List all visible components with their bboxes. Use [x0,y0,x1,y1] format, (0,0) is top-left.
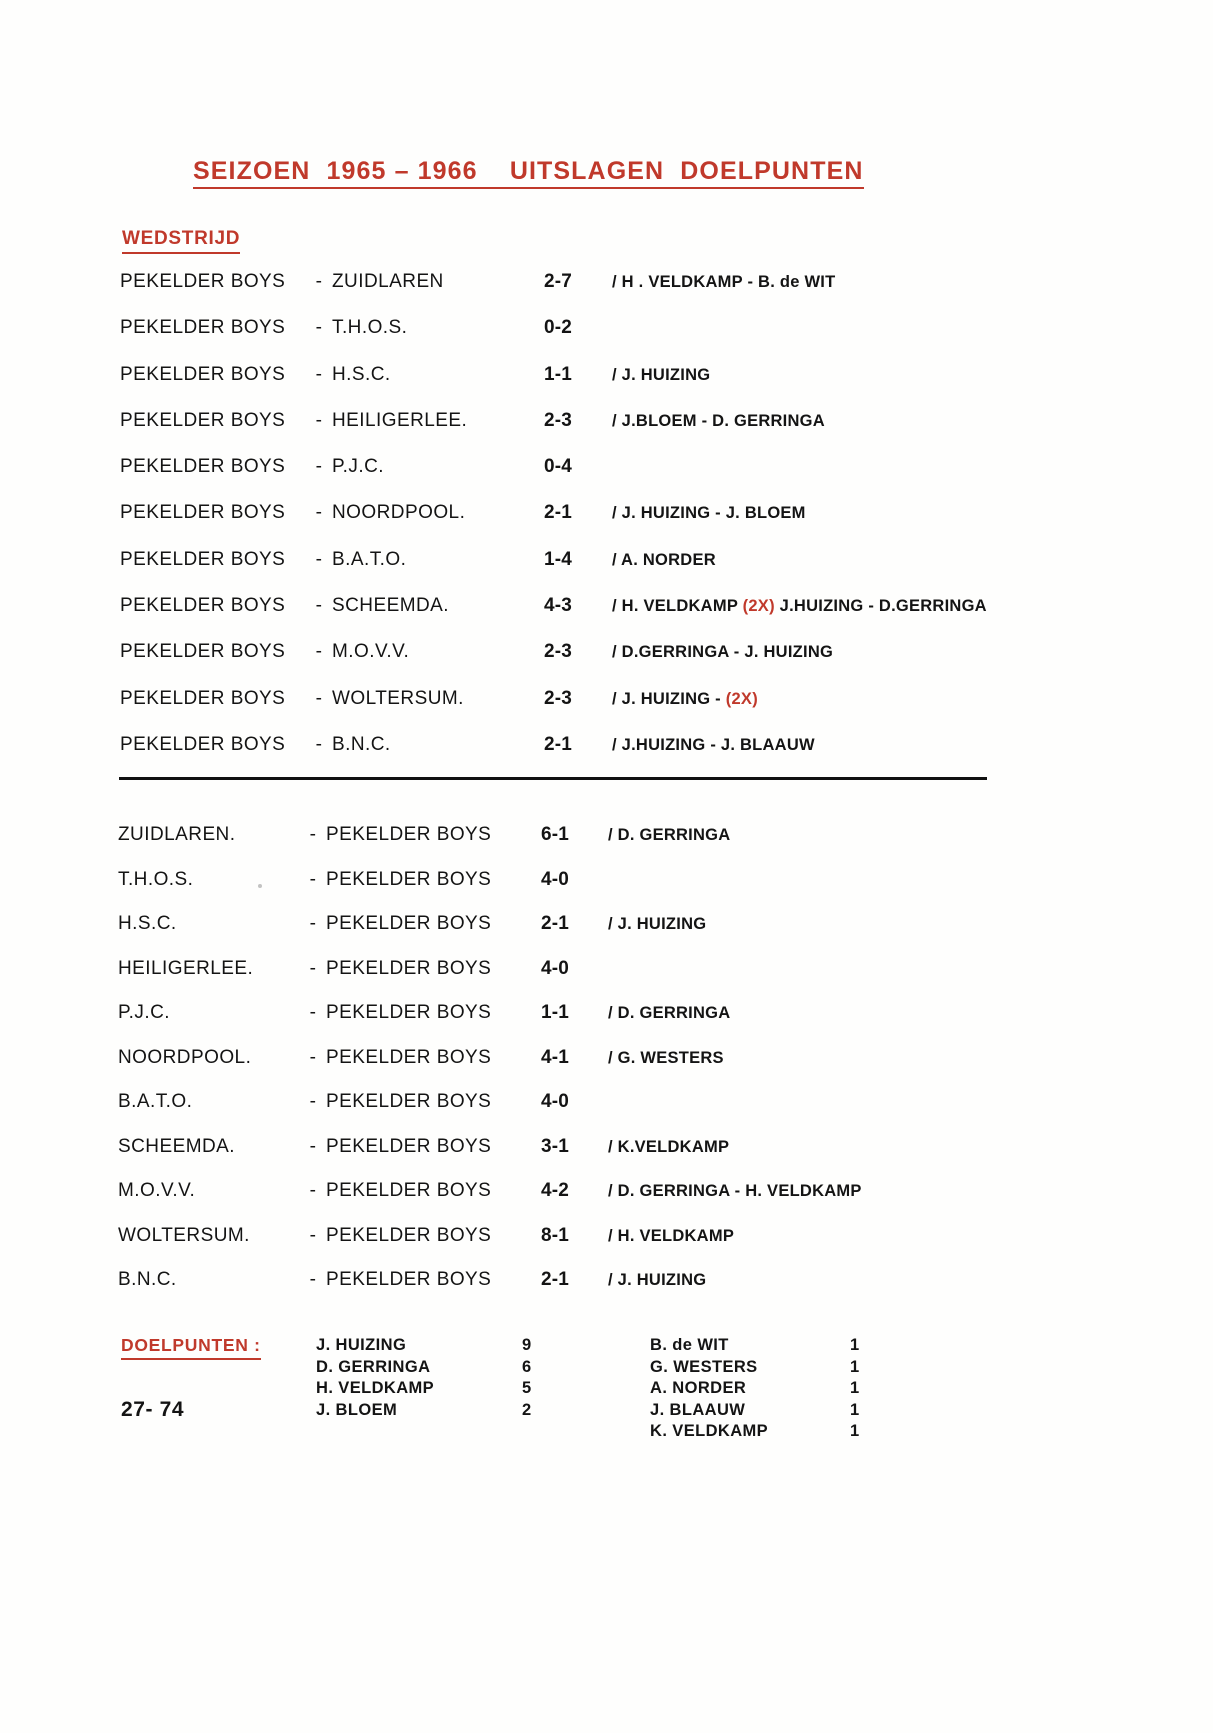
match-score: 6-1 [541,824,570,845]
scorers-text: / J. HUIZING [608,915,707,933]
goals-totals: 27- 74 [121,1398,185,1421]
scorer-goal-count: 1 [850,1336,860,1354]
scorers-text: / A. NORDER [612,550,716,569]
scorers-left-body [316,1336,582,1422]
scorer-goal-count: 9 [522,1336,532,1354]
scorer-name: J. BLOEM [316,1400,398,1419]
scorer-goal-count: 1 [850,1400,860,1419]
match-scorers [608,1002,862,1047]
match-home-team: P.J.C. [118,1002,170,1023]
home-matches-body [120,271,987,780]
match-home-team: M.O.V.V. [118,1180,196,1201]
scorer-goal-count: 6 [522,1357,532,1376]
scorers-text-continued: J.HUIZING - D.GERRINGA [774,597,987,616]
scorers-text: / K.VELDKAMP [608,1137,730,1156]
match-scorers [608,824,862,869]
scorers-text: / J. HUIZING - J. BLOEM [612,504,806,523]
table-row [120,410,987,456]
match-home-team: PEKELDER BOYS [120,502,286,524]
match-separator-dash: - [315,317,323,339]
match-score: 2-1 [544,733,573,755]
match-scorers [612,502,987,548]
table-row [120,317,987,363]
match-separator-dash: - [309,1002,317,1023]
match-scorers [612,549,987,595]
scorer-name: D. GERRINGA [316,1357,431,1376]
match-separator-dash: - [309,1046,317,1068]
match-score: 2-7 [544,271,573,292]
section-heading-doelpunten: DOELPUNTEN : [121,1335,261,1360]
match-scorers [612,688,987,734]
match-scorers [608,1269,862,1314]
scorers-table-right [650,1336,910,1444]
match-score: 2-1 [541,913,570,934]
match-score: 2-3 [544,687,573,709]
match-score: 0-2 [544,317,573,339]
scorer-name: J. HUIZING [316,1336,407,1354]
match-away-team: H.S.C. [332,363,391,385]
match-scorers [612,410,987,456]
match-scorers [608,1225,862,1270]
match-home-team: PEKELDER BOYS [120,687,286,709]
match-separator-dash: - [315,733,323,755]
match-home-team: T.H.O.S. [118,868,194,890]
match-separator-dash: - [315,687,323,709]
match-separator-dash: - [315,502,323,524]
match-separator-dash: - [315,641,323,663]
scorer-name: H. VELDKAMP [316,1379,435,1397]
table-row [118,1091,862,1136]
match-score: 1-1 [544,363,573,385]
match-scorers [608,913,862,958]
scorers-text: / G. WESTERS [608,1048,724,1067]
match-separator-dash: - [309,913,317,934]
table-row [120,595,987,641]
match-scorers [608,1136,862,1181]
scorer-goal-count: 1 [850,1422,860,1440]
match-score: 2-3 [544,409,573,431]
section-heading-wedstrijd: WEDSTRIJD [122,228,240,254]
match-away-team: PEKELDER BOYS [326,913,492,934]
scorers-text: / D. GERRINGA [608,826,731,844]
table-row [118,824,862,869]
scorer-goal-count: 1 [850,1379,860,1397]
match-away-team: PEKELDER BOYS [326,1224,492,1246]
match-away-team: T.H.O.S. [332,317,408,339]
match-score: 3-1 [541,1135,570,1157]
table-row [120,456,987,502]
match-home-team: PEKELDER BOYS [120,409,286,431]
list-item [316,1358,582,1380]
scorer-goal-count: 1 [850,1357,860,1376]
match-home-team: ZUIDLAREN. [118,824,236,845]
match-away-team: PEKELDER BOYS [326,868,492,890]
match-separator-dash: - [309,1180,317,1201]
scorer-goal-count: 2 [522,1400,532,1419]
match-home-team: B.N.C. [118,1269,177,1290]
match-separator-dash: - [309,957,317,979]
list-item [650,1422,910,1444]
match-away-team: HEILIGERLEE. [332,409,468,431]
match-home-team: SCHEEMDA. [118,1135,236,1157]
match-away-team: PEKELDER BOYS [326,1091,492,1112]
table-row [118,1269,862,1314]
scorer-name: K. VELDKAMP [650,1422,769,1440]
table-row [120,549,987,595]
match-home-team: PEKELDER BOYS [120,733,286,755]
match-away-team: PEKELDER BOYS [326,957,492,979]
match-away-team: NOORDPOOL. [332,502,466,524]
match-scorers [608,869,862,914]
match-scorers [612,734,987,780]
match-scorers [608,1047,862,1092]
scorer-name: G. WESTERS [650,1357,758,1376]
match-away-team: B.A.T.O. [332,548,407,570]
table-row [118,1180,862,1225]
match-home-team: H.S.C. [118,913,177,934]
scorers-right-body [650,1336,910,1444]
match-away-team: ZUIDLAREN [332,271,444,292]
match-separator-dash: - [309,1269,317,1290]
table-row [118,1136,862,1181]
match-home-team: HEILIGERLEE. [118,957,254,979]
match-separator-dash: - [315,271,323,292]
match-separator-dash: - [315,595,323,617]
match-separator-dash: - [309,1224,317,1246]
scorer-name: J. BLAAUW [650,1400,746,1419]
match-home-team: PEKELDER BOYS [120,363,286,385]
table-row [118,869,862,914]
table-row [120,734,987,780]
away-matches-body [118,824,862,1314]
scorers-text: / J.HUIZING - J. BLAAUW [612,735,815,754]
scorers-multiplier-badge: (2X) [725,689,758,708]
match-away-team: PEKELDER BOYS [326,1046,492,1068]
match-separator-dash: - [315,363,323,385]
list-item [650,1379,910,1401]
match-away-team: SCHEEMDA. [332,595,450,617]
match-separator-dash: - [309,1135,317,1157]
match-score: 1-1 [541,1002,570,1023]
list-item [650,1358,910,1380]
list-item [316,1379,582,1401]
list-item [650,1336,910,1358]
scorers-text: / D. GERRINGA - H. VELDKAMP [608,1182,862,1200]
scorers-text: / H. VELDKAMP [612,597,743,616]
scorers-text: / J. HUIZING [612,365,711,384]
scorers-text: / H. VELDKAMP [608,1226,735,1245]
scorers-text: / D. GERRINGA [608,1004,731,1022]
match-scorers [612,317,987,363]
match-away-team: M.O.V.V. [332,641,410,663]
scan-artifact-dot [258,884,262,888]
table-row [120,364,987,410]
home-matches-table [120,271,987,780]
match-scorers [612,595,987,641]
match-scorers [612,456,987,502]
match-home-team: PEKELDER BOYS [120,317,286,339]
table-row [120,688,987,734]
match-away-team: PEKELDER BOYS [326,824,492,845]
scorers-text: / J. HUIZING [608,1271,707,1289]
match-score: 4-0 [541,957,570,979]
table-row [118,958,862,1003]
match-score: 0-4 [544,456,573,478]
match-separator-dash: - [315,409,323,431]
match-home-team: PEKELDER BOYS [120,456,286,478]
match-away-team: PEKELDER BOYS [326,1180,492,1201]
match-score: 2-1 [541,1269,570,1290]
match-away-team: B.N.C. [332,733,391,755]
match-score: 4-3 [544,595,573,617]
match-scorers [608,1180,862,1225]
match-separator-dash: - [315,548,323,570]
list-item [316,1336,582,1358]
match-away-team: PEKELDER BOYS [326,1269,492,1290]
table-row [118,913,862,958]
scorers-text: / H . VELDKAMP - B. de WIT [612,273,836,291]
table-row [120,502,987,548]
match-score: 4-1 [541,1046,570,1068]
list-item [650,1401,910,1423]
scorers-text: / D.GERRINGA - J. HUIZING [612,643,834,662]
match-home-team: PEKELDER BOYS [120,595,286,617]
match-separator-dash: - [309,824,317,845]
match-scorers [608,958,862,1003]
match-away-team: PEKELDER BOYS [326,1002,492,1023]
match-score: 1-4 [544,548,573,570]
section-divider [119,777,987,780]
match-separator-dash: - [309,868,317,890]
scorer-name: B. de WIT [650,1336,729,1354]
match-scorers [612,641,987,687]
match-score: 4-0 [541,1091,570,1112]
list-item [316,1401,582,1423]
match-score: 2-3 [544,641,573,663]
scorers-text: / J.BLOEM - D. GERRINGA [612,411,825,430]
match-scorers [612,364,987,410]
match-score: 4-2 [541,1180,570,1201]
table-row [118,1225,862,1270]
scorers-table-left [316,1336,582,1422]
match-home-team: PEKELDER BOYS [120,271,286,292]
scorers-multiplier-badge: (2X) [742,597,775,616]
match-score: 8-1 [541,1224,570,1246]
match-away-team: P.J.C. [332,456,384,478]
match-scorers [608,1091,862,1136]
match-home-team: NOORDPOOL. [118,1046,252,1068]
match-separator-dash: - [309,1091,317,1112]
table-row [118,1047,862,1092]
match-separator-dash: - [315,456,323,478]
match-away-team: PEKELDER BOYS [326,1135,492,1157]
match-away-team: WOLTERSUM. [332,687,464,709]
scorer-goal-count: 5 [522,1379,532,1397]
match-home-team: B.A.T.O. [118,1091,193,1112]
away-matches-table [118,824,862,1314]
table-row [118,1002,862,1047]
match-home-team: PEKELDER BOYS [120,641,286,663]
scorers-text: / J. HUIZING - [612,689,726,708]
table-row [120,641,987,687]
table-row [120,271,987,317]
match-score: 2-1 [544,502,573,524]
match-scorers [612,271,987,317]
match-score: 4-0 [541,868,570,890]
match-home-team: PEKELDER BOYS [120,548,286,570]
match-home-team: WOLTERSUM. [118,1224,250,1246]
scorer-name: A. NORDER [650,1379,747,1397]
page-title: SEIZOEN 1965 – 1966 UITSLAGEN DOELPUNTEN [193,158,864,189]
